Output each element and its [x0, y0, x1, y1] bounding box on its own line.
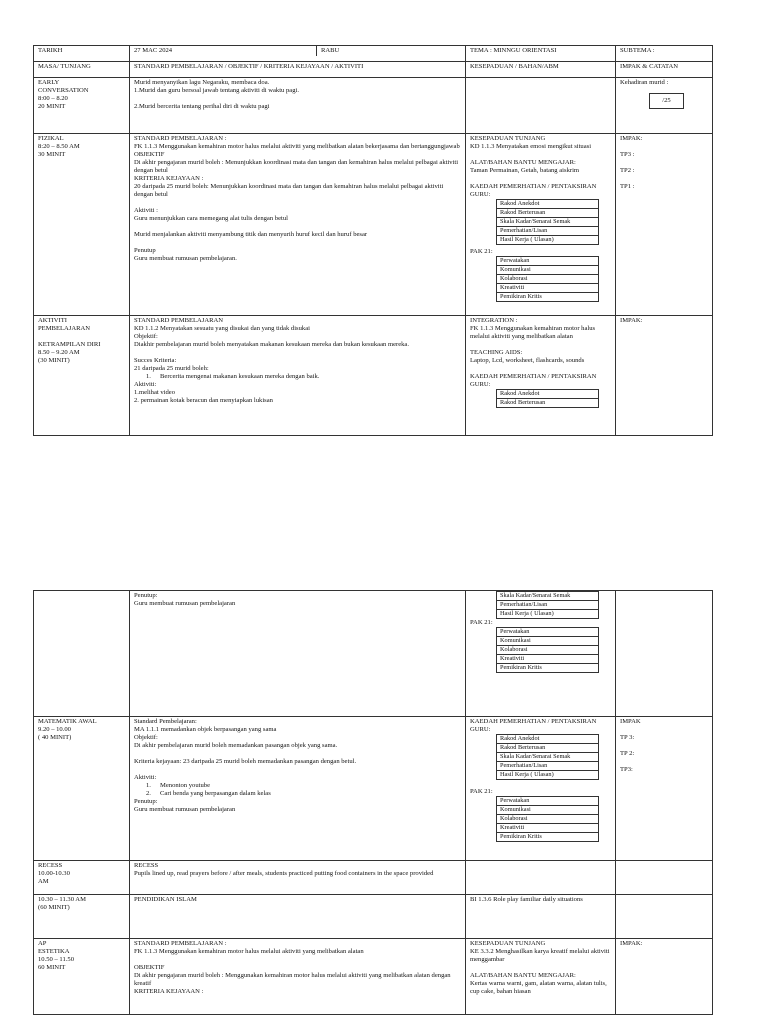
- impak-cell-early: [616, 78, 713, 134]
- row-fizikal: [34, 134, 713, 316]
- row-matematik-awal: [34, 717, 713, 861]
- content-cell-matematik: Standard Pembelajaran: MA 1.1.1 memadankan objek berpasangan yang sama Objektif: Di akhir pembelajaran murid boleh memadankan pasangan objek yang sama. Kriteria kejayaan: 23 daripada 25 murid boleh memadankan pasangan dengan betul. Aktiviti: 1. Menonton youtube 2. Cari benda yang berpasangan dalam kelas Penutup: Guru membuat rumusan pembelajaran: [130, 717, 466, 861]
- kaedah-checklist-continued: Skala Kadar/Senarai Semak Pemerhatian/Lisan Hasil Kerja ( Ulasan): [496, 591, 599, 619]
- content-cell-aktiviti: STANDARD PEMBELAJARAN KD 1.1.2 Menyatakan sesuatu yang disukai dan yang tidak disukai Objektif: Diakhir pembelajaran murid boleh menyatakan makanan kesukaan mereka dan bukan kesukaan mereka. Succes Kriteria: 21 daripada 25 murid boleh: 1. Bercerita mengenai makanan kesukaan mereka dengan baik. Aktiviti: 1.melihat video 2. permainan kotak beracun dan menyiapkan lukisan: [130, 316, 466, 436]
- content-cell-continuation: Penutup: Guru membuat rumusan pembelajaran: [130, 591, 466, 717]
- kaedah-checklist: Rakod Anekdot Rakod Berterusan Skala Kadar/Senarai Semak Pemerhatian/Lisan Hasil Kerja ( Ulasan): [496, 199, 599, 245]
- pak21-checklist-continued: Perwatakan Komunikasi Kolaborasi Kreativiti Pemikiran Kritis: [496, 627, 599, 673]
- impak-cell-continuation: [616, 591, 713, 717]
- header-row-columns: [34, 62, 713, 78]
- row-early-conversation: [34, 78, 713, 134]
- column-header-masa: MASA/ TUNJANG: [34, 62, 130, 78]
- pak21-checklist-matematik: Perwatakan Komunikasi Kolaborasi Kreativiti Pemikiran Kritis: [496, 796, 599, 842]
- time-cell-fizikal: FIZIKAL 8:20 – 8.50 AM 30 MINIT: [34, 134, 130, 316]
- row-pendidikan-islam: [34, 895, 713, 939]
- column-header-kesepaduan: KESEPADUAN / BAHAN/ABM: [466, 62, 616, 78]
- row-continuation: [34, 591, 713, 717]
- column-header-standard: STANDARD PEMBELAJARAN / OBJEKTIF / KRITERIA KEJAYAAN / AKTIVITI: [130, 62, 466, 78]
- integration-cell-matematik: KAEDAH PEMERHATIAN / PENTAKSIRAN GURU: Rakod Anekdot Rakod Berterusan Skala Kadar/Senarai Semak Pemerhatian/Lisan Hasil Kerja ( Ulasan) PAK 21: Perwatakan Komunikasi Kolaborasi Kreativiti Pemikiran Kritis: [466, 717, 616, 861]
- time-cell-islam: 10.30 – 11.30 AM (60 MINIT): [34, 895, 130, 939]
- content-cell-estetika: STANDARD PEMBELAJARAN : FK 1.1.3 Menggunakan kemahiran motor halus melalui aktiviti yang melibatkan alatan OBJEKTIF Di akhir pengajaran murid boleh : Menggunakan kemahiran motor halus melalui aktiviti yang melibatkan alatan dengan kreatif KRITERIA KEJAYAAN :: [130, 939, 466, 1015]
- integration-cell-early: [466, 78, 616, 134]
- integration-cell-estetika: KESEPADUAN TUNJANG KE 3.3.2 Menghasilkan karya kreatif melalui aktiviti menggambar ALAT/BAHAN BANTU MENGAJAR: Kertas warna warni, gam, alatan warna, alatan tulis, cup cake, bahan hiasan: [466, 939, 616, 1015]
- tema-cell: TEMA : MINNGU ORIENTASI: [466, 46, 616, 62]
- impak-cell-aktiviti: IMPAK:: [616, 316, 713, 436]
- integration-cell-continuation: Skala Kadar/Senarai Semak Pemerhatian/Lisan Hasil Kerja ( Ulasan) PAK 21: Perwatakan Komunikasi Kolaborasi Kreativiti Pemikiran Kritis: [466, 591, 616, 717]
- content-cell-islam: PENDIDIKAN ISLAM: [130, 895, 466, 939]
- content-cell-early: Murid menyanyikan lagu Negaraku, membaca doa. 1.Murid dan guru bersoal jawab tentang aktiviti di waktu pagi. 2.Murid bercerita tentang perihal diri di waktu pagi: [130, 78, 466, 134]
- content-cell-recess: RECESS Pupils lined up, read prayers before / after meals, students practiced putting food containers in the space provided: [130, 861, 466, 895]
- pak21-checklist: Perwatakan Komunikasi Kolaborasi Kreativiti Pemikiran Kritis: [496, 256, 599, 302]
- tarikh-value: 27 MAC 2024: [130, 46, 317, 56]
- time-cell-continuation: [34, 591, 130, 717]
- integration-cell-islam: BI 1.3.6 Role play familiar daily situations: [466, 895, 616, 939]
- time-cell-estetika: AP ESTETIKA 10.50 – 11.50 60 MINIT: [34, 939, 130, 1015]
- lesson-plan-table-page1: [33, 45, 713, 436]
- impak-cell-fizikal: IMPAK: TP3 : TP2 : TP1 :: [616, 134, 713, 316]
- time-cell-matematik: MATEMATIK AWAL 9.20 – 10.00 ( 40 MINIT): [34, 717, 130, 861]
- tarikh-label: TARIKH: [34, 46, 130, 62]
- kehadiran-label: Kehadiran murid :: [620, 79, 669, 86]
- time-cell-aktiviti: AKTIVITI PEMBELAJARAN KETRAMPILAN DIRI 8.50 – 9.20 AM (30 MINIT): [34, 316, 130, 436]
- column-header-impak: IMPAK & CATATAN: [616, 62, 713, 78]
- impak-cell-matematik: IMPAK TP 3: TP 2: TP3:: [616, 717, 713, 861]
- time-cell-early: EARLY CONVERSATION 8:00 – 8.20 20 MINIT: [34, 78, 130, 134]
- header-row-date: [34, 46, 713, 62]
- impak-cell-estetika: IMPAK:: [616, 939, 713, 1015]
- lesson-plan-table-page2: [33, 590, 713, 1015]
- row-aktiviti-pembelajaran: [34, 316, 713, 436]
- hari-value: RABU: [321, 47, 340, 54]
- row-recess: [34, 861, 713, 895]
- integration-cell-aktiviti: INTEGRATION : FK 1.1.3 Menggunakan kemahiran motor halus melalui aktiviti yang melibatkan alatan TEACHING AIDS: Laptop, Lcd, worksheet, flashcards, sounds KAEDAH PEMERHATIAN / PENTAKSIRAN GURU: Rakod Anekdot Rakod Berterusan: [466, 316, 616, 436]
- row-estetika: [34, 939, 713, 1015]
- integration-cell-fizikal: KESEPADUAN TUNJANG KD 1.1.3 Menyatakan emosi mengikut situasi ALAT/BAHAN BANTU MENGAJAR: Taman Permainan, Getah, batang aiskrim KAEDAH PEMERHATIAN / PENTAKSIRAN GURU: Rakod Anekdot Rakod Berterusan Skala Kadar/Senarai Semak Pemerhatian/Lisan Hasil Kerja ( Ulasan) PAK 21: Perwatakan Komunikasi Kolaborasi Kreativiti Pemikiran Kritis: [466, 134, 616, 316]
- kehadiran-box: /25: [649, 93, 684, 109]
- subtema-cell: SUBTEMA :: [616, 46, 713, 62]
- kaedah-checklist-partial: Rakod Anekdot Rakod Berterusan: [496, 389, 599, 408]
- content-cell-fizikal: STANDARD PEMBELAJARAN : FK 1.1.3 Menggunakan kemahiran motor halus melalui aktiviti yang melibatkan alatan bekerjasama dan bertanggungjawab OBJEKTIF Di akhir pengajaran murid boleh : Menunjukkan koordinasi mata dan tangan dan kemahiran halus melalui pelbagai aktiviti dengan betul KRITERIA KEJAYAAN : 20 daripada 25 murid boleh: Menunjukkan koordinasi mata dan tangan dan kemahiran halus melalui pelbagai aktiviti dengan betul Aktiviti : Guru menunjukkan cara memegang alat tulis dengan betul Murid menjalankan aktiviti menyambung titik dan menyurih huruf kecil dan huruf besar Penutup Guru membuat rumusan pembelajaran.: [130, 134, 466, 316]
- time-cell-recess: RECESS 10.00-10.30 AM: [34, 861, 130, 895]
- kaedah-checklist-matematik: Rakod Anekdot Rakod Berterusan Skala Kadar/Senarai Semak Pemerhatian/Lisan Hasil Kerja ( Ulasan): [496, 734, 599, 780]
